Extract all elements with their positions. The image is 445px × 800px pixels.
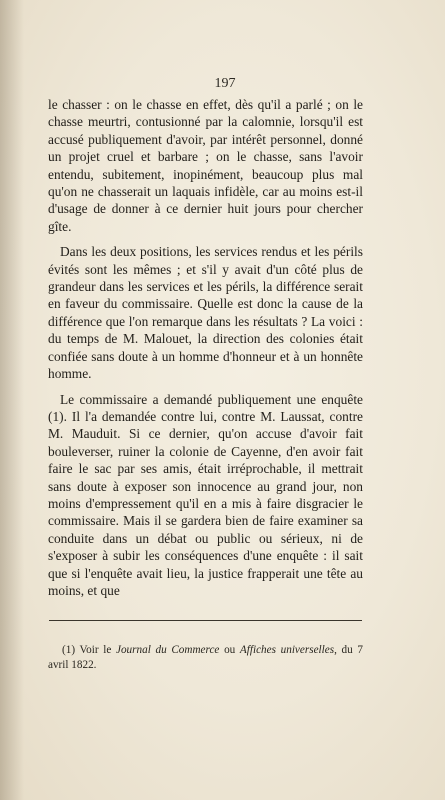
footnote-text-before: Voir le: [79, 644, 112, 656]
paragraph-2: Dans les deux positions, les services rendus et les périls évités sont les mêmes ; et s'il y avait d'un côté plus de grandeur dans les services et les périls, la différence serait en faveur du commissaire. Quelle est donc la cause de la différence que l'on remarque dans les résultats ? La voici : du temps de M. Malouet, la direction des colonies était confiée sans doute à un homme d'honneur et à un honnête homme.: [48, 244, 363, 382]
paragraph-1: le chasser : on le chasse en effet, dès qu'il a parlé ; on le chasse meurtri, contusionné par la calomnie, lorsqu'il est accusé publiquement d'avoir, par intérêt personnel, donné un projet cruel et barbare ; on le chasse, sans l'avoir entendu, subitement, inopinément, beaucoup plus mal qu'on ne chasserait un laquais infidèle, car au moins est-il d'usage de donner à ce dernier huit jours pour chercher gîte.: [48, 97, 363, 234]
paragraph-3: Le commissaire a demandé publiquement une enquête (1). Il l'a demandée contre lui, contre M. Laussat, contre M. Mauduit. Si ce dernier, qu'on accuse d'avoir fait bouleverser, ruiner la colonie de Cayenne, d'en avoir fait faire le sac par ses amis, était irréprochable, il mettrait sans doute à exposer son innocence au grand jour, non moins d'empressement qu'il en a mis à faire disgracier le commissaire. Mais il se gardera bien de faire examiner sa conduite dans un débat ou public ou sérieux, ni de s'exposer à subir les conséquences d'une enquête : il sait que si l'enquête avait lieu, la justice frapperait une tête au moins, et que: [48, 391, 363, 598]
footnote: [48, 643, 363, 673]
footnote-divider: [49, 620, 362, 621]
footnote-journal-title: Journal du Commerce: [116, 644, 220, 656]
footnote-conjunction: ou: [224, 644, 236, 656]
footnote-marker: (1): [62, 644, 76, 656]
page-number: 197: [214, 76, 236, 91]
footnote-affiches-title: Affiches universelles: [239, 644, 335, 656]
binding-shadow: [0, 0, 24, 800]
footnote-date: , du 7 avril 1822.: [48, 644, 363, 671]
body-text: [48, 96, 363, 599]
